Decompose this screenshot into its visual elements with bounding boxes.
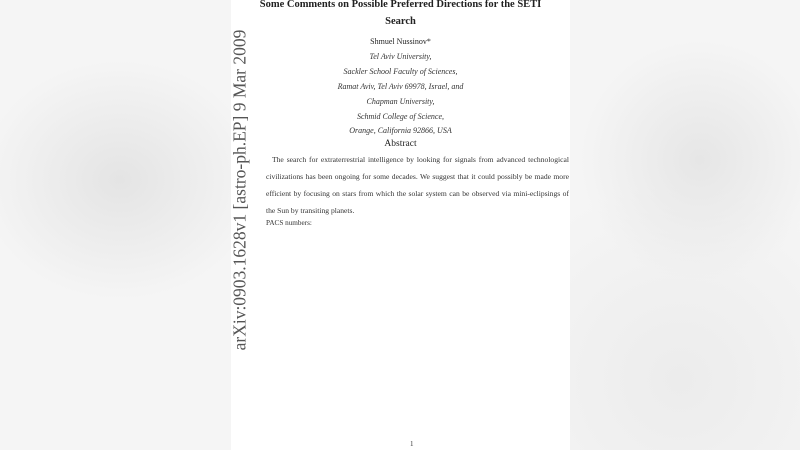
abstract-heading: Abstract: [384, 139, 417, 149]
paper-title-line2: Search: [385, 16, 416, 27]
pacs-numbers: PACS numbers:: [266, 219, 312, 227]
affiliation: Schmid College of Science,: [356, 112, 445, 121]
paper-title-line1: Some Comments on Possible Preferred Directions for the SETI: [259, 0, 542, 10]
affiliation: Sackler School Faculty of Sciences,: [343, 67, 458, 76]
author: Shmuel Nussinov*: [370, 37, 431, 46]
affiliation: Tel Aviv University,: [369, 52, 432, 61]
affiliation: Orange, California 92866, USA: [349, 126, 452, 135]
abstract-text: The search for extraterrestrial intelligence by looking for signals from advanced technological civilizations has been ongoing for some decades. We suggest that it could possibly be made more efficient by focusing on stars from which the solar system can be observed via mini-eclipsings of the Sun by transiting planets.: [266, 155, 569, 215]
affiliation: Ramat Aviv, Tel Aviv 69978, Israel, and: [337, 82, 464, 91]
affiliation: Chapman University,: [366, 97, 435, 106]
page-number: 1: [410, 440, 414, 448]
arxiv-stamp: arXiv:0903.1628v1 [astro-ph.EP] 9 Mar 2009: [229, 29, 250, 351]
